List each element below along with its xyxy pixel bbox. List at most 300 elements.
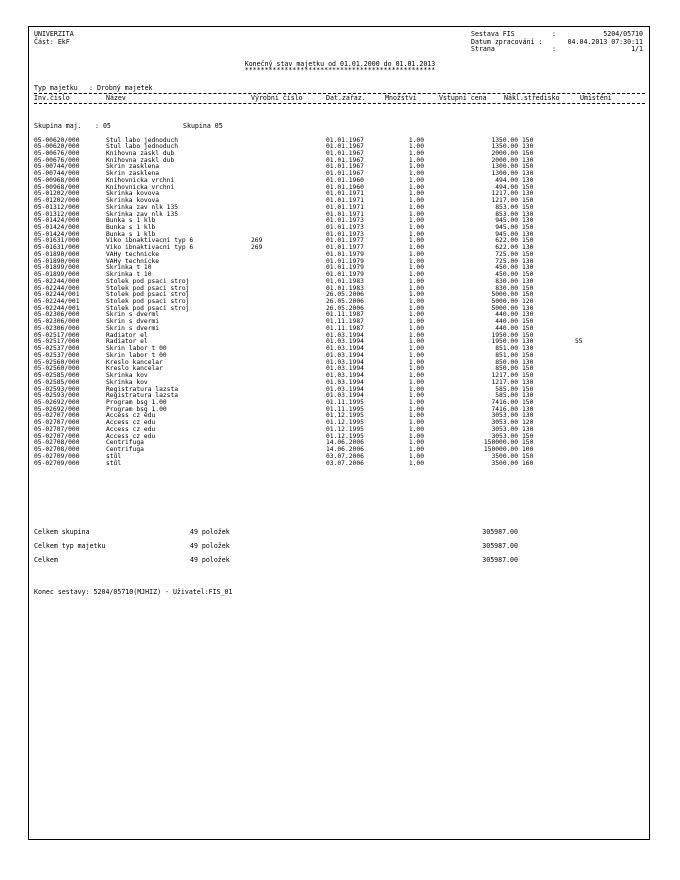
cell-price: 1950.00 [491,338,518,346]
cell-inv: 05-01890/000 [34,250,80,258]
cell-name: Skrin labor t 00 [106,345,167,353]
cell-qty: 1.00 [408,223,424,231]
cell-price: 853.00 [495,210,518,218]
cell-center: 150 [522,136,534,144]
cell-qty: 1.00 [408,412,424,420]
cell-name: Stolek pod psaci stroj [106,284,190,292]
cell-center: 130 [522,277,534,285]
cell-name: Program bsg 1.00 [106,405,167,413]
cell-qty: 1.00 [408,244,424,252]
cell-center: 150 [522,324,534,332]
cell-qty: 1.00 [408,298,424,306]
cell-center: 150 [522,237,534,245]
cell-inv: 05-01202/000 [34,197,80,205]
cell-inv: 05-00968/000 [34,176,80,184]
cell-center: 150 [522,271,534,279]
cell-price: 585.00 [495,385,518,393]
cell-center: 150 [522,432,534,440]
cell-qty: 1.00 [408,257,424,265]
cell-date: 01.01.1971 [326,210,364,218]
cell-name: Kreslo kancelar [106,365,163,373]
cell-name: Skrin labor t 00 [106,351,167,359]
cell-price: 3053.00 [491,432,518,440]
report-title-underline: ************************************************ [244,66,436,74]
cell-date: 01.01.1971 [326,203,364,211]
table-row [34,461,645,468]
cell-name: Kreslo kancelar [106,358,163,366]
cell-price: 725.00 [495,250,518,258]
cell-center: 130 [522,338,534,346]
cell-center: 130 [522,378,534,386]
cell-price: 1300.00 [491,170,518,178]
cell-price: 494.00 [495,183,518,191]
cell-date: 01.01.1983 [326,277,364,285]
cell-date: 01.03.1994 [326,351,364,359]
cell-center: 130 [522,190,534,198]
cell-price: 7416.00 [491,405,518,413]
cell-inv: 05-01631/000 [34,244,80,252]
cell-qty: 1.00 [408,405,424,413]
cell-name: Stul labo jednoduch [106,143,179,151]
cell-center: 130 [522,425,534,433]
cell-name: Registratura lazsta [106,392,179,400]
cell-date: 01.01.1971 [326,190,364,198]
cell-qty: 1.00 [408,365,424,373]
cell-center: 130 [522,217,534,225]
cell-name: Access cz edu [106,432,156,440]
cell-price: 945.00 [495,230,518,238]
cell-date: 03.07.2006 [326,452,364,460]
strana-label: Strana [471,45,495,54]
total-label: Celkem [34,556,58,564]
cell-inv: 05-01424/000 [34,223,80,231]
col-header-inv: Inv.číslo [34,94,70,102]
cell-date: 01.01.1967 [326,136,364,144]
cell-date: 01.12.1995 [326,419,364,427]
cell-date: 01.01.1979 [326,264,364,272]
group-code: : 05 [95,122,111,130]
cell-name: Radiator el [106,338,148,346]
cell-inv: 05-02708/000 [34,446,80,454]
cell-inv: 05-00744/000 [34,170,80,178]
cell-name: Bunka s 1 klb [106,223,156,231]
cell-date: 01.01.1977 [326,237,364,245]
cell-center: 150 [522,163,534,171]
cell-date: 01.03.1994 [326,385,364,393]
cell-name: Access cz edu [106,412,156,420]
total-count: 49 položek [190,528,230,536]
cell-qty: 1.00 [408,398,424,406]
cell-qty: 1.00 [408,338,424,346]
cell-date: 01.03.1994 [326,392,364,400]
report-footer: Konec sestavy: 5204/05710(MJHIZ) - Uživatel:FIS_01 [34,588,233,596]
cell-date: 03.07.2006 [326,459,364,467]
cell-inv: 05-02585/000 [34,378,80,386]
cell-center: 100 [522,446,534,454]
cell-place: 55 [575,338,583,346]
cell-name: Stolek pod psaci stroj [106,304,190,312]
cell-qty: 1.00 [408,176,424,184]
cell-inv: 05-02692/000 [34,398,80,406]
cell-qty: 1.00 [408,385,424,393]
cell-price: 150000.00 [483,446,518,454]
cell-qty: 1.00 [408,284,424,292]
cell-date: 01.12.1995 [326,412,364,420]
cell-date: 01.11.1987 [326,318,364,326]
cell-inv: 05-02244/001 [34,291,80,299]
cell-date: 01.01.1971 [326,197,364,205]
cell-qty: 1.00 [408,419,424,427]
cell-date: 01.03.1994 [326,345,364,353]
cell-price: 5000.00 [491,298,518,306]
cell-center: 130 [522,156,534,164]
col-header-qty: Množství [385,94,417,102]
cell-name: Skrinka zav nlk 135 [106,210,179,218]
cell-inv: 05-01899/000 [34,271,80,279]
cell-name: Knihovnicka vrchni [106,176,175,184]
cell-qty: 1.00 [408,264,424,272]
cell-inv: 05-02708/000 [34,439,80,447]
cell-inv: 05-02692/000 [34,405,80,413]
cell-center: 150 [522,372,534,380]
report-page [28,26,650,840]
cell-qty: 1.00 [408,156,424,164]
cell-center: 150 [522,398,534,406]
col-header-place: Umístění [580,94,612,102]
cell-price: 440.00 [495,311,518,319]
report-title: Konečný stav majetku od 01.01.2000 do 01.01.2013 [244,60,436,68]
cell-qty: 1.00 [408,304,424,312]
cell-serial: 269 [251,237,263,245]
cell-name: Skrinka kovova [106,197,160,205]
cell-qty: 1.00 [408,170,424,178]
cell-qty: 1.00 [408,446,424,454]
cell-price: 1300.00 [491,163,518,171]
cell-qty: 1.00 [408,439,424,447]
cell-center: 130 [522,358,534,366]
sestava-value: 5204/05710 [603,30,643,38]
cell-qty: 1.00 [408,358,424,366]
org-name: UNIVERZITA [34,30,74,38]
cell-price: 851.00 [495,345,518,353]
cell-qty: 1.00 [408,345,424,353]
cell-inv: 05-02244/001 [34,298,80,306]
type-label: Typ majetku [34,84,78,92]
cell-name: Viko ibnaktivacni typ 6 [106,237,194,245]
cell-price: 830.00 [495,277,518,285]
cell-qty: 1.00 [408,372,424,380]
cell-center: 130 [522,392,534,400]
cell-price: 1217.00 [491,378,518,386]
cell-inv: 05-02560/000 [34,365,80,373]
cell-name: VAHy technicke [106,250,160,258]
cell-name: Bunka s 1 klb [106,230,156,238]
cell-inv: 05-01202/000 [34,190,80,198]
cell-date: 01.12.1995 [326,425,364,433]
cell-qty: 1.00 [408,311,424,319]
cell-center: 150 [522,351,534,359]
cell-center: 130 [522,304,534,312]
col-header-name: Název [106,94,126,102]
cell-name: stůl [106,459,122,467]
total-amount: 305987.00 [482,556,518,564]
cell-inv: 05-02517/000 [34,331,80,339]
cell-date: 26.05.2006 [326,298,364,306]
cell-center: 150 [522,183,534,191]
cell-date: 26.05.2006 [326,304,364,312]
cell-name: Registratura lazsta [106,385,179,393]
cell-price: 440.00 [495,318,518,326]
cell-center: 130 [522,244,534,252]
cell-date: 01.03.1994 [326,365,364,373]
cell-price: 5000.00 [491,291,518,299]
cell-price: 1350.00 [491,143,518,151]
cell-price: 622.00 [495,237,518,245]
cell-price: 3500.00 [491,452,518,460]
cell-inv: 05-02707/000 [34,412,80,420]
cell-inv: 05-02593/000 [34,392,80,400]
cell-inv: 05-01631/000 [34,237,80,245]
cell-price: 1217.00 [491,372,518,380]
cell-qty: 1.00 [408,203,424,211]
cell-name: Knihovna zaskl dub [106,149,175,157]
total-label: Celkem skupina [34,528,90,536]
cell-price: 2000.00 [491,156,518,164]
cell-center: 130 [522,412,534,420]
cell-inv: 05-02560/000 [34,358,80,366]
cell-center: 130 [522,264,534,272]
cell-qty: 1.00 [408,217,424,225]
datum-value: 04.04.2013 07:30:11 [567,37,643,46]
cell-inv: 05-02709/000 [34,459,80,467]
sestava-label: Sestava FIS [471,30,515,38]
cell-inv: 05-02585/000 [34,372,80,380]
cell-name: Centrifuga [106,446,144,454]
sestava-sep: : [552,30,556,38]
cell-name: Viko ibnaktivacni typ 6 [106,244,194,252]
cell-qty: 1.00 [408,331,424,339]
cell-date: 01.03.1994 [326,338,364,346]
cell-name: Skrinka kovova [106,190,160,198]
cell-date: 01.01.1973 [326,230,364,238]
cell-price: 450.00 [495,264,518,272]
cell-inv: 05-01890/000 [34,257,80,265]
total-amount: 305987.00 [482,528,518,536]
cell-inv: 05-02517/000 [34,338,80,346]
cell-center: 150 [522,291,534,299]
group-name: Skupina 05 [183,122,223,130]
cell-inv: 05-02707/000 [34,419,80,427]
cell-qty: 1.00 [408,392,424,400]
cell-price: 1217.00 [491,197,518,205]
cell-inv: 05-01312/000 [34,203,80,211]
cell-center: 150 [522,250,534,258]
datum-label: Datum zpracování : [471,37,543,46]
cell-date: 01.01.1967 [326,149,364,157]
cell-price: 1217.00 [491,190,518,198]
cell-price: 3053.00 [491,419,518,427]
cell-center: 150 [522,439,534,447]
cell-date: 26.05.2006 [326,291,364,299]
cell-name: Skrin s dverml [106,311,160,319]
total-amount: 305987.00 [482,542,518,550]
cell-name: Access cz edu [106,419,156,427]
cell-name: Access cz edu [106,425,156,433]
cell-date: 14.06.2006 [326,439,364,447]
cell-center: 130 [522,176,534,184]
cell-qty: 1.00 [408,324,424,332]
cell-price: 830.00 [495,284,518,292]
cell-qty: 1.00 [408,163,424,171]
group-label: Skupina maj. [34,122,82,130]
cell-center: 150 [522,318,534,326]
cell-price: 150000.00 [483,439,518,447]
cell-date: 01.01.1960 [326,183,364,191]
org-part: Část: EkF [34,37,70,46]
cell-center: 150 [522,197,534,205]
cell-qty: 1.00 [408,425,424,433]
cell-date: 01.01.1967 [326,143,364,151]
cell-date: 01.01.1979 [326,271,364,279]
cell-price: 3053.00 [491,425,518,433]
cell-inv: 05-02244/000 [34,284,80,292]
cell-name: Skrin s dvermi [106,324,160,332]
cell-qty: 1.00 [408,459,424,467]
cell-date: 01.03.1994 [326,372,364,380]
cell-date: 01.01.1979 [326,257,364,265]
cell-date: 01.01.1967 [326,163,364,171]
total-count: 49 položek [190,542,230,550]
cell-center: 130 [522,345,534,353]
cell-name: Skrinka zav nlk 135 [106,203,179,211]
cell-name: Skrin zasklena [106,170,160,178]
cell-center: 130 [522,257,534,265]
cell-qty: 1.00 [408,250,424,258]
cell-inv: 05-02244/001 [34,304,80,312]
cell-inv: 05-02244/000 [34,277,80,285]
cell-qty: 1.00 [408,197,424,205]
cell-center: 150 [522,331,534,339]
cell-inv: 05-00620/000 [34,143,80,151]
cell-inv: 05-01899/000 [34,264,80,272]
cell-date: 01.11.1987 [326,311,364,319]
cell-date: 01.03.1994 [326,358,364,366]
cell-center: 130 [522,230,534,238]
cell-date: 01.11.1995 [326,405,364,413]
cell-date: 01.01.1979 [326,250,364,258]
cell-date: 01.01.1977 [326,244,364,252]
cell-center: 150 [522,284,534,292]
cell-center: 150 [522,365,534,373]
cell-serial: 269 [251,244,263,252]
col-header-date: Dat.zařaz. [326,94,366,102]
cell-date: 01.03.1994 [326,331,364,339]
cell-qty: 1.00 [408,277,424,285]
total-count: 49 položek [190,556,230,564]
cell-price: 1350.00 [491,136,518,144]
cell-center: 120 [522,298,534,306]
cell-price: 2000.00 [491,149,518,157]
cell-center: 130 [522,405,534,413]
strana-sep: : [552,45,556,54]
cell-inv: 05-01424/000 [34,230,80,238]
col-header-serial: Výrobní číslo [251,94,303,102]
cell-qty: 1.00 [408,271,424,279]
cell-price: 850.00 [495,358,518,366]
cell-price: 3500.00 [491,459,518,467]
col-header-center: Nákl.středisko [504,94,560,102]
cell-qty: 1.00 [408,237,424,245]
cell-name: VAHy technicke [106,257,160,265]
cell-price: 1950.00 [491,331,518,339]
cell-qty: 1.00 [408,230,424,238]
cell-qty: 1.00 [408,183,424,191]
cell-center: 150 [522,452,534,460]
cell-name: Skrinka kov [106,378,148,386]
cell-inv: 05-02709/000 [34,452,80,460]
cell-name: Skrin s dvermi [106,318,160,326]
cell-inv: 05-01424/000 [34,217,80,225]
cell-date: 01.11.1995 [326,398,364,406]
cell-name: Stolek pod psaci stroj [106,277,190,285]
cell-price: 440.00 [495,324,518,332]
cell-price: 853.00 [495,203,518,211]
cell-center: 130 [522,311,534,319]
cell-inv: 05-02306/000 [34,318,80,326]
cell-center: 160 [522,459,534,467]
cell-date: 01.01.1983 [326,284,364,292]
cell-name: Knihovna zaskl dub [106,156,175,164]
cell-price: 622.00 [495,244,518,252]
cell-price: 945.00 [495,223,518,231]
cell-center: 130 [522,143,534,151]
cell-qty: 1.00 [408,432,424,440]
cell-date: 01.01.1967 [326,170,364,178]
cell-name: Skrinka kov [106,372,148,380]
cell-name: Skrin zasklena [106,163,160,171]
cell-date: 01.03.1994 [326,378,364,386]
cell-price: 585.00 [495,392,518,400]
cell-name: Stul labo jednoduch [106,136,179,144]
cell-date: 01.12.1995 [326,432,364,440]
cell-inv: 05-02537/000 [34,345,80,353]
cell-qty: 1.00 [408,351,424,359]
cell-qty: 1.00 [408,143,424,151]
cell-date: 14.06.2006 [326,446,364,454]
cell-name: Knihovnicka vrchni [106,183,175,191]
cell-inv: 05-00676/000 [34,156,80,164]
cell-date: 01.11.1987 [326,324,364,332]
cell-name: Centrifuga [106,439,144,447]
cell-price: 945.00 [495,217,518,225]
cell-center: 130 [522,170,534,178]
type-value: : Drobný majetek [89,84,153,92]
cell-price: 7416.00 [491,398,518,406]
cell-name: Radiator el [106,331,148,339]
cell-qty: 1.00 [408,452,424,460]
cell-qty: 1.00 [408,136,424,144]
cell-inv: 05-02537/000 [34,351,80,359]
cell-inv: 05-00744/000 [34,163,80,171]
cell-inv: 05-02593/000 [34,385,80,393]
cell-inv: 05-02306/000 [34,311,80,319]
cell-center: 130 [522,210,534,218]
cell-date: 01.01.1973 [326,217,364,225]
cell-price: 494.00 [495,176,518,184]
cell-center: 150 [522,203,534,211]
cell-price: 5000.00 [491,304,518,312]
cell-name: Stolek pod psaci stroj [106,298,190,306]
